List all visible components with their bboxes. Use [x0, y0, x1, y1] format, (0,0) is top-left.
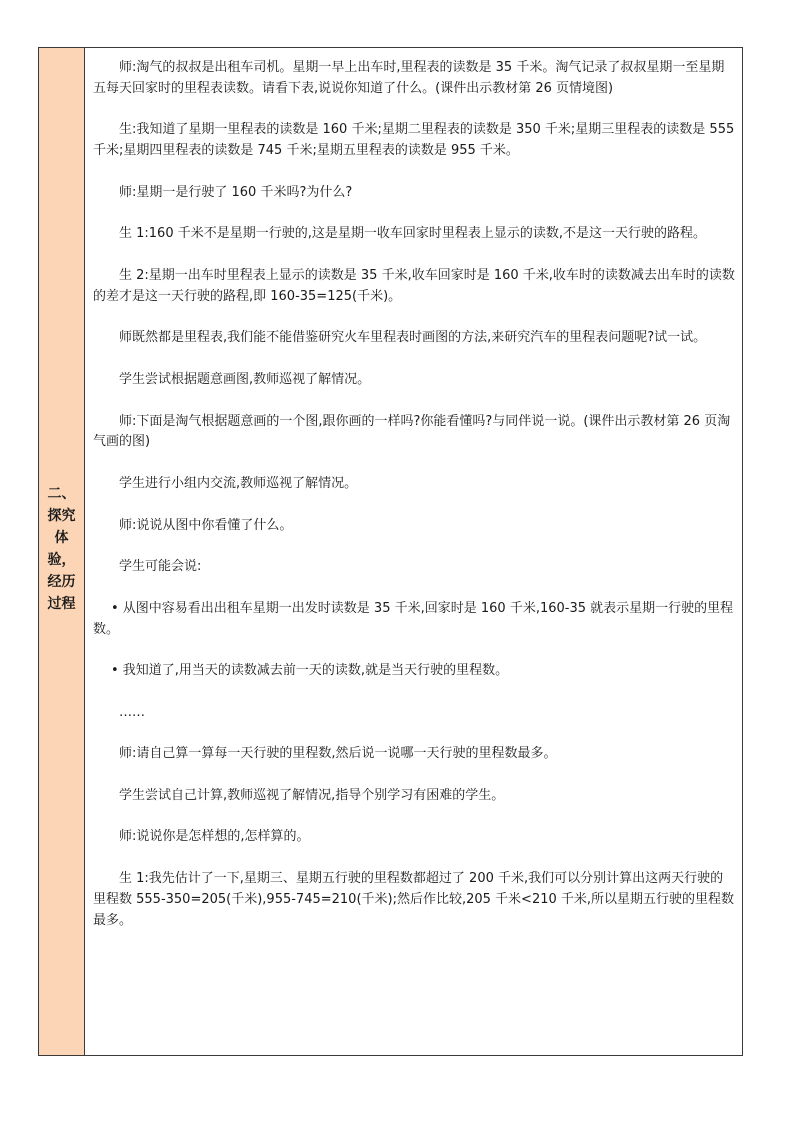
bullet-item: • 我知道了,用当天的读数减去前一天的读数,就是当天行驶的里程数。 [111, 663, 509, 679]
paragraph: 学生可能会说: [119, 559, 202, 575]
section-label: 二、探究体验，经历过程 [47, 485, 76, 612]
paragraph: 师:说说你是怎样想的,怎样算的。 [119, 829, 310, 845]
section-label-cell [39, 48, 85, 1055]
paragraph: 学生尝试自己计算,教师巡视了解情况,指导个别学习有困难的学生。 [119, 787, 505, 803]
paragraph: 学生进行小组内交流,教师巡视了解情况。 [119, 475, 358, 491]
bullet-item: • 从图中容易看出出租车星期一出发时读数是 35 千米,回家时是 160 千米,160-35 就表示星期一行驶的里程数。 [93, 600, 734, 637]
lesson-table [38, 47, 743, 1056]
paragraph: 生 1:160 千米不是星期一行驶的,这是星期一收车回家时里程表上显示的读数,不是这一天行驶的路程。 [119, 226, 706, 242]
paragraph: 学生尝试根据题意画图,教师巡视了解情况。 [119, 371, 371, 387]
paragraph: 师:淘气的叔叔是出租车司机。星期一早上出车时,里程表的读数是 35 千米。淘气记录了叔叔星期一至星期五每天回家时的里程表读数。请看下表,说说你知道了什么。(课件出示教材第 26 页情境图) [93, 60, 725, 96]
paragraph: 生 1:我先估计了一下,星期三、星期五行驶的里程数都超过了 200 千米,我们可以分别计算出这两天行驶的里程数 555-350=205(千米),955-745=210(千米);然后作比较,205 千米<210 千米,所以星期五行驶的里程数最多。 [93, 871, 735, 928]
paragraph: 生 2:星期一出车时里程表上显示的读数是 35 千米,收车回家时是 160 千米,收车时的读数减去出车时的读数的差才是这一天行驶的路程,即 160-35=125(千米)。 [93, 267, 735, 304]
paragraph: 师:星期一是行驶了 160 千米吗?为什么? [119, 184, 353, 200]
paragraph: 生:我知道了星期一里程表的读数是 160 千米;星期二里程表的读数是 350 千米;星期三里程表的读数是 555 千米;星期四里程表的读数是 745 千米;星期五里程表的读数是 955 千米。 [93, 122, 735, 159]
paragraph: 师:说说从图中你看懂了什么。 [119, 517, 293, 533]
lesson-content-cell [85, 48, 742, 1055]
paragraph: 师既然都是里程表,我们能不能借鉴研究火车里程表时画图的方法,来研究汽车的里程表问题呢?试一试。 [119, 330, 707, 346]
paragraph: 师:下面是淘气根据题意画的一个图,跟你画的一样吗?你能看懂吗?与同伴说一说。(课件出示教材第 26 页淘气画的图) [93, 413, 731, 450]
ellipsis: …… [119, 704, 145, 720]
paragraph: 师:请自己算一算每一天行驶的里程数,然后说一说哪一天行驶的里程数最多。 [119, 746, 557, 762]
